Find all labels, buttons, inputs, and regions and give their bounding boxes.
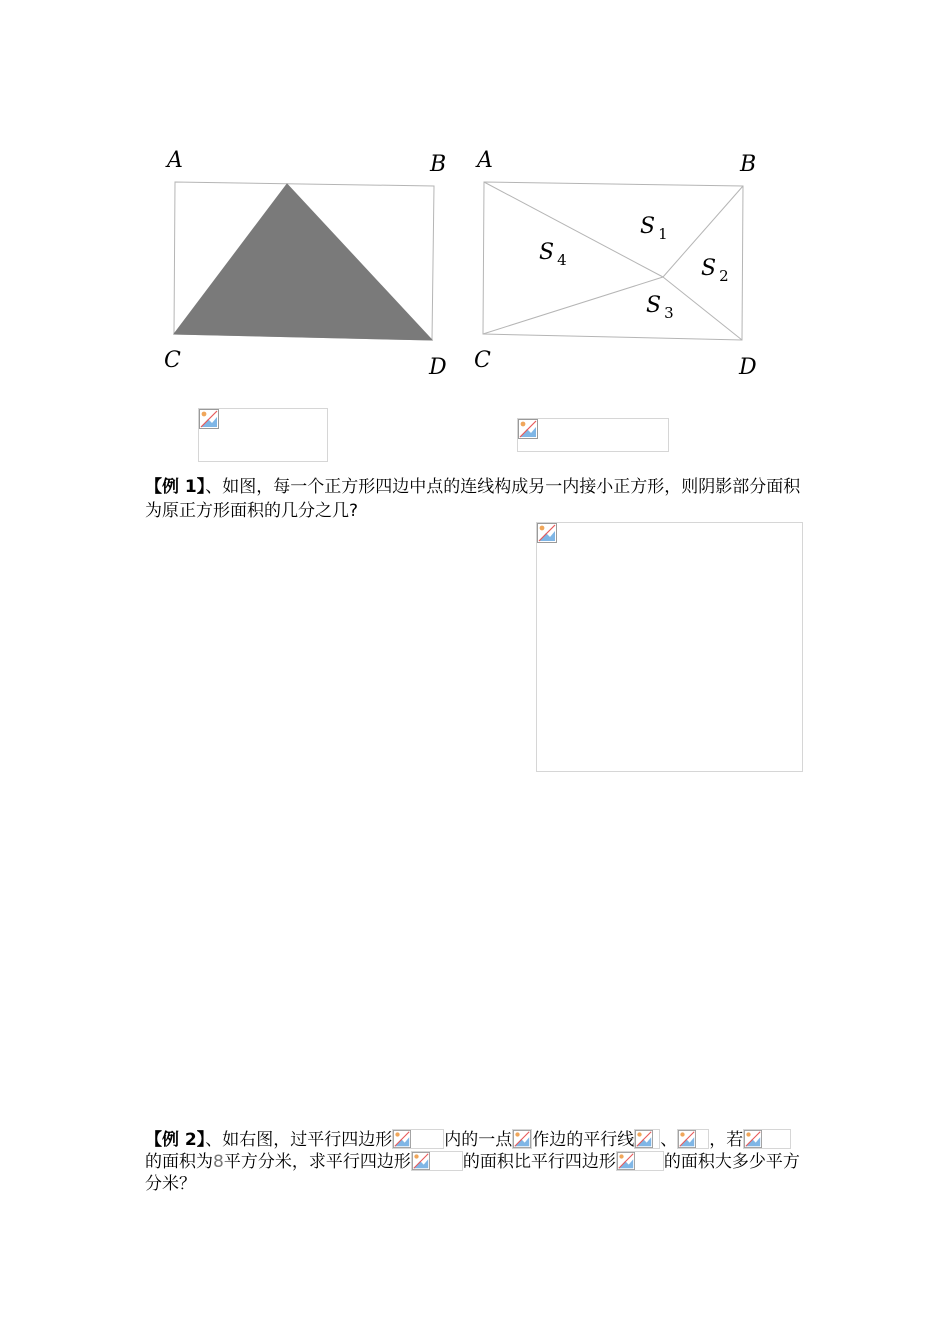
fig2-label-a: A bbox=[477, 148, 493, 173]
figure-rectangle-shaded-triangle bbox=[160, 140, 460, 390]
fig1-label-b: B bbox=[430, 152, 447, 177]
region-sub: 1 bbox=[658, 225, 668, 243]
example-2-tag: 【例 2】 bbox=[145, 1130, 206, 1150]
fig2-label-c: C bbox=[474, 348, 491, 373]
image-placeholder bbox=[517, 418, 669, 452]
region-sub: 3 bbox=[664, 304, 674, 322]
example-1-tag: 【例 1】 bbox=[145, 477, 206, 497]
region-label-s3 bbox=[646, 293, 674, 322]
example-2-p5: ，若 bbox=[709, 1130, 744, 1150]
example-2-p2: 内的一点 bbox=[444, 1130, 513, 1150]
line-c-to-p bbox=[483, 277, 663, 334]
example-2-p6: 的面积为 bbox=[145, 1152, 213, 1172]
inline-image-placeholder bbox=[512, 1129, 532, 1149]
fig1-label-a: A bbox=[167, 148, 183, 173]
broken-image-icon bbox=[518, 419, 538, 439]
region-sub: 4 bbox=[557, 251, 567, 269]
example-1-body: 、如图，每一个正方形四边中点的连线构成另一内接小正方形，则阴影部分面积为原正方形面积的几分之几? bbox=[145, 477, 801, 521]
broken-image-icon bbox=[537, 523, 557, 543]
fig2-label-d: D bbox=[739, 355, 757, 380]
fig1-label-c: C bbox=[164, 348, 181, 373]
example-2-p8: 的面积比平行四边形 bbox=[462, 1152, 616, 1172]
example-2-text bbox=[145, 1129, 815, 1195]
broken-image-icon bbox=[678, 1130, 696, 1148]
example-2-number: 8 bbox=[213, 1152, 224, 1172]
fig1-label-d: D bbox=[429, 355, 447, 380]
example-2-p7: 平方分米，求平行四边形 bbox=[223, 1152, 411, 1172]
inline-image-placeholder bbox=[616, 1151, 664, 1171]
example-1-text bbox=[145, 475, 815, 523]
broken-image-icon bbox=[617, 1152, 635, 1170]
region-s: S bbox=[640, 214, 656, 239]
image-placeholder bbox=[198, 408, 328, 462]
region-s: S bbox=[646, 293, 662, 318]
example-2-p3: 作边的平行线 bbox=[532, 1130, 635, 1150]
region-label-s2 bbox=[701, 256, 729, 285]
broken-image-icon bbox=[199, 409, 219, 429]
inline-image-placeholder bbox=[411, 1151, 463, 1171]
line-a-to-p bbox=[484, 182, 663, 277]
example-1-image-placeholder bbox=[536, 522, 803, 772]
inline-image-placeholder bbox=[743, 1129, 791, 1149]
region-label-s1 bbox=[640, 214, 668, 243]
shaded-triangle bbox=[174, 184, 432, 340]
fig2-label-b: B bbox=[740, 152, 757, 177]
inline-image-placeholder bbox=[634, 1129, 660, 1149]
region-sub: 2 bbox=[719, 267, 729, 285]
example-2-p9: 的面积大多少平方分米？ bbox=[145, 1152, 800, 1194]
broken-image-icon bbox=[412, 1152, 430, 1170]
line-d-to-p bbox=[663, 277, 742, 340]
broken-image-icon bbox=[744, 1130, 762, 1148]
region-s: S bbox=[539, 240, 555, 265]
inline-image-placeholder bbox=[392, 1129, 444, 1149]
example-2-p1: 、如右图，过平行四边形 bbox=[205, 1130, 393, 1150]
broken-image-icon bbox=[393, 1130, 411, 1148]
inline-image-placeholder bbox=[677, 1129, 709, 1149]
broken-image-icon bbox=[513, 1130, 531, 1148]
example-2-p4: 、 bbox=[660, 1130, 678, 1150]
broken-image-icon bbox=[635, 1130, 653, 1148]
region-s: S bbox=[701, 256, 717, 281]
region-label-s4 bbox=[539, 240, 567, 269]
